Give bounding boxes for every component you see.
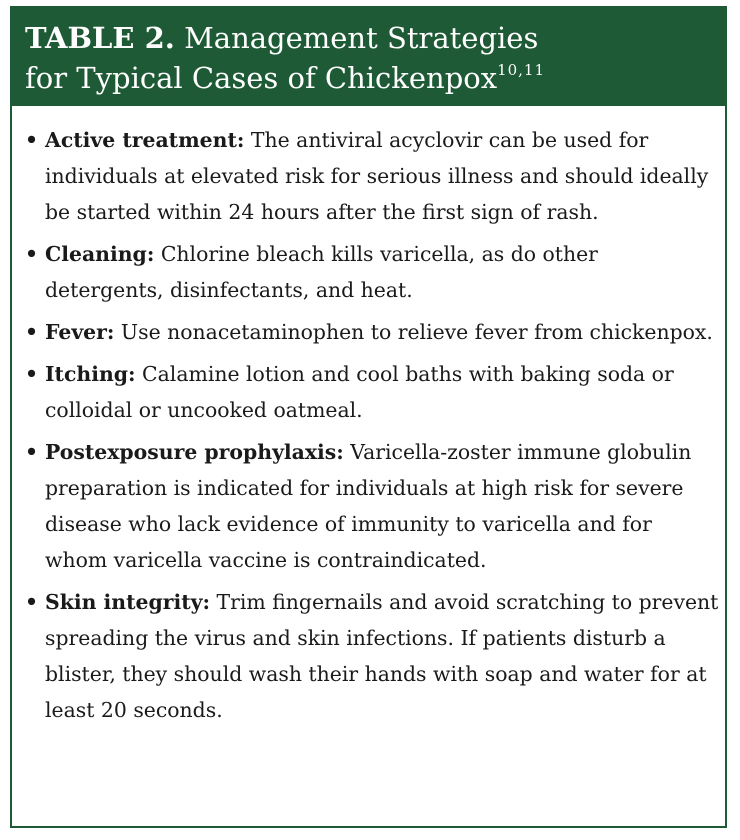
strategy-item-itching bbox=[25, 356, 719, 428]
strategy-term: Fever: bbox=[45, 320, 115, 344]
table-title-text-2: for Typical Cases of Chickenpox bbox=[25, 61, 498, 95]
reference-superscript: 10,11 bbox=[497, 61, 546, 79]
table-title-text-1: Management Strategies bbox=[184, 21, 539, 55]
bullet-icon: • bbox=[25, 440, 39, 464]
strategy-term: Cleaning: bbox=[45, 242, 155, 266]
strategy-item-cleaning bbox=[25, 236, 719, 308]
bullet-icon: • bbox=[25, 242, 39, 266]
strategy-term: Itching: bbox=[45, 362, 136, 386]
bullet-icon: • bbox=[25, 320, 39, 344]
table-box bbox=[10, 6, 727, 828]
bullet-icon: • bbox=[25, 590, 39, 614]
strategy-term: Skin integrity: bbox=[45, 590, 211, 614]
bullet-icon: • bbox=[25, 128, 39, 152]
strategy-text: Calamine lotion and cool baths with baking soda or colloidal or uncooked oatmeal. bbox=[45, 362, 674, 422]
table-title-line-1 bbox=[25, 18, 725, 58]
table-title-line-2 bbox=[25, 58, 725, 98]
strategy-text: Trim fingernails and avoid scratching to prevent spreading the virus and skin infections. If patients disturb a blister, they should wash their hands with soap and water for at least 20 seconds. bbox=[45, 590, 719, 722]
strategy-item-postexposure-prophylaxis bbox=[25, 434, 719, 578]
bullet-icon: • bbox=[25, 362, 39, 386]
strategy-term: Active treatment: bbox=[45, 128, 245, 152]
strategy-text: The antiviral acyclovir can be used for individuals at elevated risk for serious illness and should ideally be started within 24 hours after the first sign of rash. bbox=[45, 128, 709, 224]
strategy-item-active-treatment bbox=[25, 122, 719, 230]
strategy-text: Use nonacetaminophen to relieve fever from chickenpox. bbox=[120, 320, 713, 344]
strategy-term: Postexposure prophylaxis: bbox=[45, 440, 344, 464]
strategy-item-fever bbox=[25, 314, 719, 350]
table-label: TABLE 2. bbox=[25, 21, 175, 55]
strategy-text: Varicella-zoster immune globulin preparation is indicated for individuals at high risk for severe disease who lack evidence of immunity to varicella and for whom varicella vaccine is contraindicated. bbox=[45, 440, 692, 572]
strategy-text: Chlorine bleach kills varicella, as do other detergents, disinfectants, and heat. bbox=[45, 242, 598, 302]
strategy-list bbox=[12, 106, 725, 728]
table-header bbox=[12, 8, 725, 106]
strategy-item-skin-integrity bbox=[25, 584, 719, 728]
